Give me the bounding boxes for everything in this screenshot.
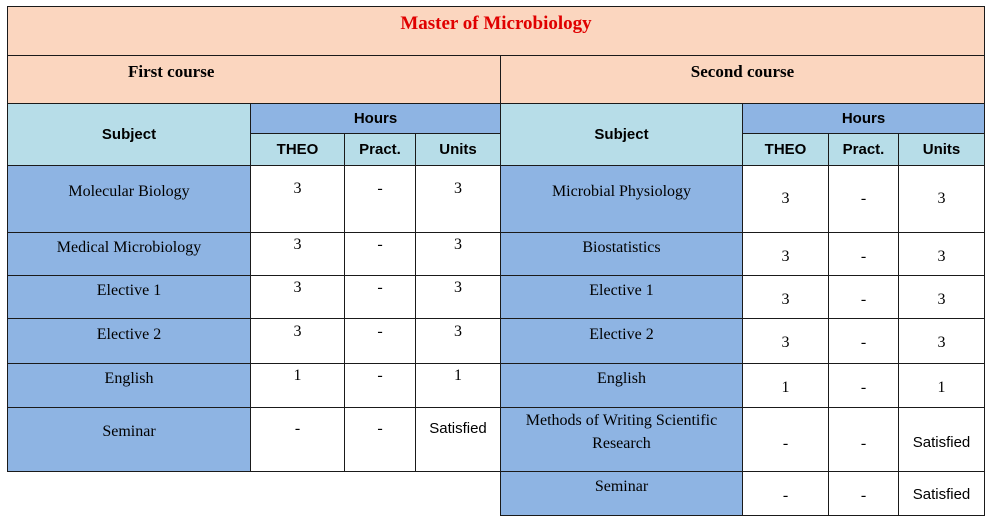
theo-cell — [250, 318, 345, 364]
theo-value: - — [294, 420, 301, 437]
units-cell — [898, 275, 985, 319]
first-course-label: First course — [128, 62, 215, 81]
theo-cell — [742, 363, 829, 408]
theo-value: - — [782, 434, 789, 452]
theo-cell — [250, 407, 345, 472]
table-row-subject — [500, 232, 743, 276]
pract-label: Pract. — [359, 141, 401, 158]
units-value: 3 — [937, 248, 946, 265]
pract-value: - — [860, 378, 867, 396]
theo-cell — [742, 165, 829, 233]
table-row-subject — [7, 407, 251, 472]
pract-cell — [344, 165, 416, 233]
pract-cell — [828, 318, 899, 364]
pract-label: Pract. — [842, 141, 885, 158]
units-value: 1 — [454, 367, 462, 384]
subject-cell: Molecular Biology — [68, 183, 190, 200]
first-course-header — [7, 55, 501, 104]
units-cell — [898, 471, 985, 516]
subject-cell: Methods of Writing Scientific Research — [525, 412, 718, 452]
pract-cell — [344, 363, 416, 408]
units-cell — [415, 165, 501, 233]
subject-cell: Biostatistics — [582, 239, 661, 256]
pract-cell — [344, 275, 416, 319]
theo-value: 3 — [781, 291, 790, 308]
table-row-subject — [500, 471, 743, 516]
subject-cell: English — [597, 370, 646, 387]
second-hours-header — [742, 103, 985, 134]
units-cell — [898, 363, 985, 408]
units-cell — [898, 318, 985, 364]
table-row-subject — [500, 165, 743, 233]
units-cell — [898, 232, 985, 276]
pract-cell — [828, 471, 899, 516]
units-value: 3 — [454, 236, 462, 253]
table-row-subject — [7, 165, 251, 233]
units-value: 3 — [937, 334, 946, 351]
theo-cell — [742, 318, 829, 364]
pract-value: - — [377, 180, 383, 197]
second-subject-header — [500, 103, 743, 166]
theo-label: THEO — [764, 141, 807, 158]
table-title — [7, 6, 985, 56]
pract-cell — [828, 275, 899, 319]
pract-value: - — [860, 434, 867, 452]
theo-value: 3 — [293, 323, 302, 340]
pract-cell — [828, 232, 899, 276]
pract-value: - — [860, 190, 867, 207]
units-cell — [898, 407, 985, 472]
units-label: Units — [922, 141, 961, 158]
first-theo-header — [250, 133, 345, 166]
pract-cell — [828, 363, 899, 408]
pract-cell — [344, 232, 416, 276]
units-value: 3 — [454, 323, 462, 340]
pract-value: - — [860, 486, 867, 504]
units-cell — [415, 275, 501, 319]
pract-cell — [344, 407, 416, 472]
units-value: 1 — [937, 378, 946, 396]
subject-cell: Seminar — [102, 423, 156, 440]
pract-value: - — [377, 236, 383, 253]
theo-cell — [250, 363, 345, 408]
pract-value: - — [860, 291, 867, 308]
theo-value: 1 — [781, 378, 790, 396]
units-cell — [898, 165, 985, 233]
table-row-subject — [7, 275, 251, 319]
hours-label: Hours — [353, 110, 398, 127]
theo-value: 3 — [781, 334, 790, 351]
subject-cell: Elective 1 — [96, 282, 162, 299]
theo-value: 1 — [293, 367, 302, 384]
subject-cell: Seminar — [594, 478, 649, 495]
theo-label: THEO — [276, 141, 319, 158]
second-course-label: Second course — [690, 62, 795, 81]
theo-cell — [250, 275, 345, 319]
pract-value: - — [377, 367, 383, 384]
table-row-subject — [500, 363, 743, 408]
pract-cell — [828, 165, 899, 233]
subject-cell: Microbial Physiology — [551, 183, 692, 200]
units-value: 3 — [937, 190, 946, 207]
subject-cell: Elective 1 — [589, 282, 654, 299]
second-theo-header — [742, 133, 829, 166]
units-value: 3 — [454, 180, 462, 197]
units-cell — [415, 363, 501, 408]
first-units-header — [415, 133, 501, 166]
table-row-subject — [500, 275, 743, 319]
theo-value: 3 — [293, 279, 302, 296]
title-text: Master of Microbiology — [400, 13, 592, 34]
theo-value: - — [782, 486, 789, 504]
units-value: 3 — [454, 279, 462, 296]
subject-label: Subject — [594, 126, 649, 143]
second-units-header — [898, 133, 985, 166]
units-label: Units — [439, 141, 477, 158]
units-cell — [415, 407, 501, 472]
units-value: Satisfied — [912, 486, 971, 503]
subject-cell: Elective 2 — [96, 326, 162, 343]
units-value: Satisfied — [912, 434, 971, 451]
theo-cell — [742, 232, 829, 276]
theo-value: 3 — [781, 190, 790, 207]
units-cell — [415, 318, 501, 364]
theo-value: 3 — [293, 236, 302, 253]
table-row-subject — [7, 363, 251, 408]
first-pract-header — [344, 133, 416, 166]
first-hours-header — [250, 103, 501, 134]
table-row-subject — [7, 232, 251, 276]
hours-label: Hours — [841, 110, 886, 127]
subject-cell: English — [104, 370, 154, 387]
pract-value: - — [860, 334, 867, 351]
second-pract-header — [828, 133, 899, 166]
table-row-subject — [7, 318, 251, 364]
second-course-header — [500, 55, 985, 104]
pract-value: - — [377, 323, 383, 340]
theo-cell — [742, 275, 829, 319]
pract-value: - — [860, 248, 867, 265]
pract-value: - — [377, 279, 383, 296]
pract-value: - — [377, 420, 383, 437]
pract-cell — [344, 318, 416, 364]
theo-value: 3 — [781, 248, 790, 265]
subject-cell: Elective 2 — [589, 326, 654, 343]
theo-cell — [742, 407, 829, 472]
theo-cell — [250, 232, 345, 276]
units-value: Satisfied — [429, 420, 487, 437]
units-value: 3 — [937, 291, 946, 308]
theo-cell — [250, 165, 345, 233]
theo-value: 3 — [293, 180, 302, 197]
table-row-subject — [500, 407, 743, 472]
table-row-subject — [500, 318, 743, 364]
subject-label: Subject — [101, 126, 157, 143]
subject-cell: Medical Microbiology — [56, 239, 202, 256]
first-subject-header — [7, 103, 251, 166]
pract-cell — [828, 407, 899, 472]
theo-cell — [742, 471, 829, 516]
units-cell — [415, 232, 501, 276]
